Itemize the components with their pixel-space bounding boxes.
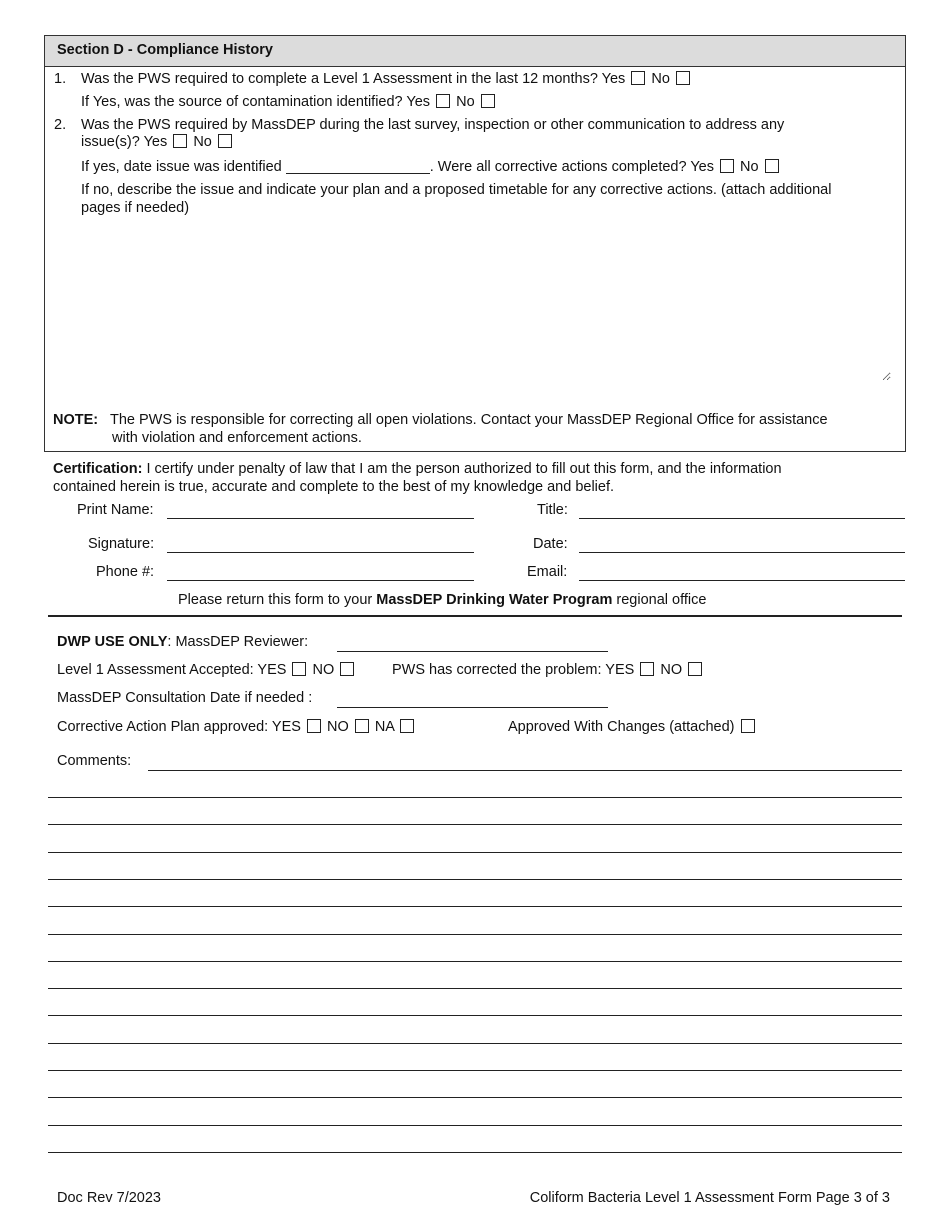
q2-date-line — [81, 159, 781, 175]
q2-no-label: No — [193, 134, 212, 150]
comment-line[interactable] — [48, 961, 902, 962]
l1-accepted-yes-checkbox[interactable] — [292, 662, 306, 676]
title-field[interactable] — [579, 505, 905, 519]
pws-corrected-label: PWS has corrected the problem: YES — [392, 662, 635, 678]
comment-line[interactable] — [48, 824, 902, 825]
q2-line1: Was the PWS required by MassDEP during the last survey, inspection or other communication to address any — [81, 117, 785, 133]
l1-accepted-line — [57, 662, 356, 678]
q1-followup-yes-checkbox[interactable] — [436, 94, 450, 108]
q1-followup-text: If Yes, was the source of contamination identified? Yes — [81, 94, 431, 110]
q2-yes-checkbox[interactable] — [173, 134, 187, 148]
cap-na-label: NA — [374, 719, 395, 735]
note-line1: The PWS is responsible for correcting all open violations. Contact your MassDEP Regional Office for assistance — [110, 412, 828, 428]
q1-no-label: No — [651, 71, 670, 87]
comment-line[interactable] — [48, 879, 902, 880]
pws-corrected-line — [392, 662, 704, 678]
return-program: MassDEP Drinking Water Program — [376, 592, 613, 608]
q1-followup-line — [81, 94, 497, 110]
q2-date-no-label: No — [740, 159, 759, 175]
email-label: Email: — [527, 564, 568, 580]
q1-followup-no-label: No — [456, 94, 475, 110]
pws-corrected-no-label: NO — [660, 662, 683, 678]
q1-followup-no-checkbox[interactable] — [481, 94, 495, 108]
certification-text1: I certify under penalty of law that I am the person authorized to fill out this form, and the information — [146, 461, 782, 477]
q2-describe-line2: pages if needed) — [81, 200, 190, 216]
comment-line[interactable] — [48, 1070, 902, 1071]
comment-line[interactable] — [48, 906, 902, 907]
q1-yes-checkbox[interactable] — [631, 71, 645, 85]
section-d-header — [45, 36, 905, 67]
approved-changes-line — [508, 719, 757, 735]
email-field[interactable] — [579, 567, 905, 581]
certification-line1 — [53, 461, 782, 477]
note-label: NOTE: — [53, 412, 99, 428]
form-page-number: Coliform Bacteria Level 1 Assessment Form Page 3 of 3 — [529, 1190, 890, 1206]
note-line2: with violation and enforcement actions. — [112, 430, 362, 446]
q2-describe-line1: If no, describe the issue and indicate your plan and a proposed timetable for any corrective actions. (attach additional — [81, 182, 832, 198]
print-name-field[interactable] — [167, 505, 474, 519]
pws-corrected-no-checkbox[interactable] — [688, 662, 702, 676]
q2-corrective-yes-checkbox[interactable] — [720, 159, 734, 173]
q1-text: Was the PWS required to complete a Level 1 Assessment in the last 12 months? Yes — [81, 71, 626, 87]
print-name-label: Print Name: — [77, 502, 154, 518]
cap-no-label: NO — [327, 719, 349, 735]
section-divider — [48, 615, 902, 617]
l1-accepted-label: Level 1 Assessment Accepted: YES — [57, 662, 287, 678]
l1-accepted-no-label: NO — [312, 662, 335, 678]
approved-changes-checkbox[interactable] — [741, 719, 755, 733]
comment-line[interactable] — [48, 934, 902, 935]
q2-line2 — [81, 134, 234, 150]
signature-label: Signature: — [88, 536, 155, 552]
comments-field-first[interactable] — [148, 756, 902, 771]
cap-label: Corrective Action Plan approved: YES — [57, 719, 301, 735]
return-prefix: Please return this form to your — [178, 592, 373, 608]
phone-field[interactable] — [167, 567, 474, 581]
section-d-box — [44, 35, 906, 452]
q2-date-suffix: . Were all corrective actions completed? Yes — [429, 159, 714, 175]
phone-label: Phone #: — [96, 564, 155, 580]
comment-line[interactable] — [48, 852, 902, 853]
q1-line — [81, 71, 692, 87]
cap-no-checkbox[interactable] — [355, 719, 369, 733]
dwp-label: DWP USE ONLY — [57, 634, 168, 650]
comment-line[interactable] — [48, 1015, 902, 1016]
cap-na-checkbox[interactable] — [400, 719, 414, 733]
comment-line[interactable] — [48, 1125, 902, 1126]
issue-description-textarea[interactable] — [81, 226, 891, 381]
q1-no-checkbox[interactable] — [676, 71, 690, 85]
comment-line[interactable] — [48, 1097, 902, 1098]
consultation-date-field[interactable] — [337, 693, 608, 708]
return-suffix: regional office — [616, 592, 707, 608]
q2-no-checkbox[interactable] — [218, 134, 232, 148]
dwp-reviewer-label: : MassDEP Reviewer: — [167, 634, 309, 650]
comment-line[interactable] — [48, 1043, 902, 1044]
comments-label: Comments: — [57, 753, 132, 769]
comment-line[interactable] — [48, 797, 902, 798]
signature-field[interactable] — [167, 539, 474, 553]
pws-corrected-yes-checkbox[interactable] — [640, 662, 654, 676]
q2-line2-text: issue(s)? Yes — [81, 134, 168, 150]
cap-yes-checkbox[interactable] — [307, 719, 321, 733]
approved-changes-label: Approved With Changes (attached) — [508, 719, 735, 735]
q1-number: 1. — [54, 71, 67, 87]
q2-date-field[interactable] — [286, 160, 430, 174]
comment-line[interactable] — [48, 988, 902, 989]
certification-label: Certification: — [53, 461, 143, 477]
q2-date-prefix: If yes, date issue was identified — [81, 159, 282, 175]
dwp-reviewer-line — [57, 634, 308, 650]
consultation-label: MassDEP Consultation Date if needed : — [57, 690, 313, 706]
date-label: Date: — [533, 536, 568, 552]
comment-line[interactable] — [48, 1152, 902, 1153]
date-field[interactable] — [579, 539, 905, 553]
section-d-title: Section D - Compliance History — [57, 42, 273, 58]
dwp-reviewer-field[interactable] — [337, 637, 608, 652]
certification-line2: contained herein is true, accurate and complete to the best of my knowledge and belief. — [53, 479, 615, 495]
q2-corrective-no-checkbox[interactable] — [765, 159, 779, 173]
l1-accepted-no-checkbox[interactable] — [340, 662, 354, 676]
return-instruction — [178, 592, 706, 608]
title-label: Title: — [537, 502, 568, 518]
doc-revision: Doc Rev 7/2023 — [57, 1190, 161, 1206]
cap-line — [57, 719, 416, 735]
q2-number: 2. — [54, 117, 67, 133]
